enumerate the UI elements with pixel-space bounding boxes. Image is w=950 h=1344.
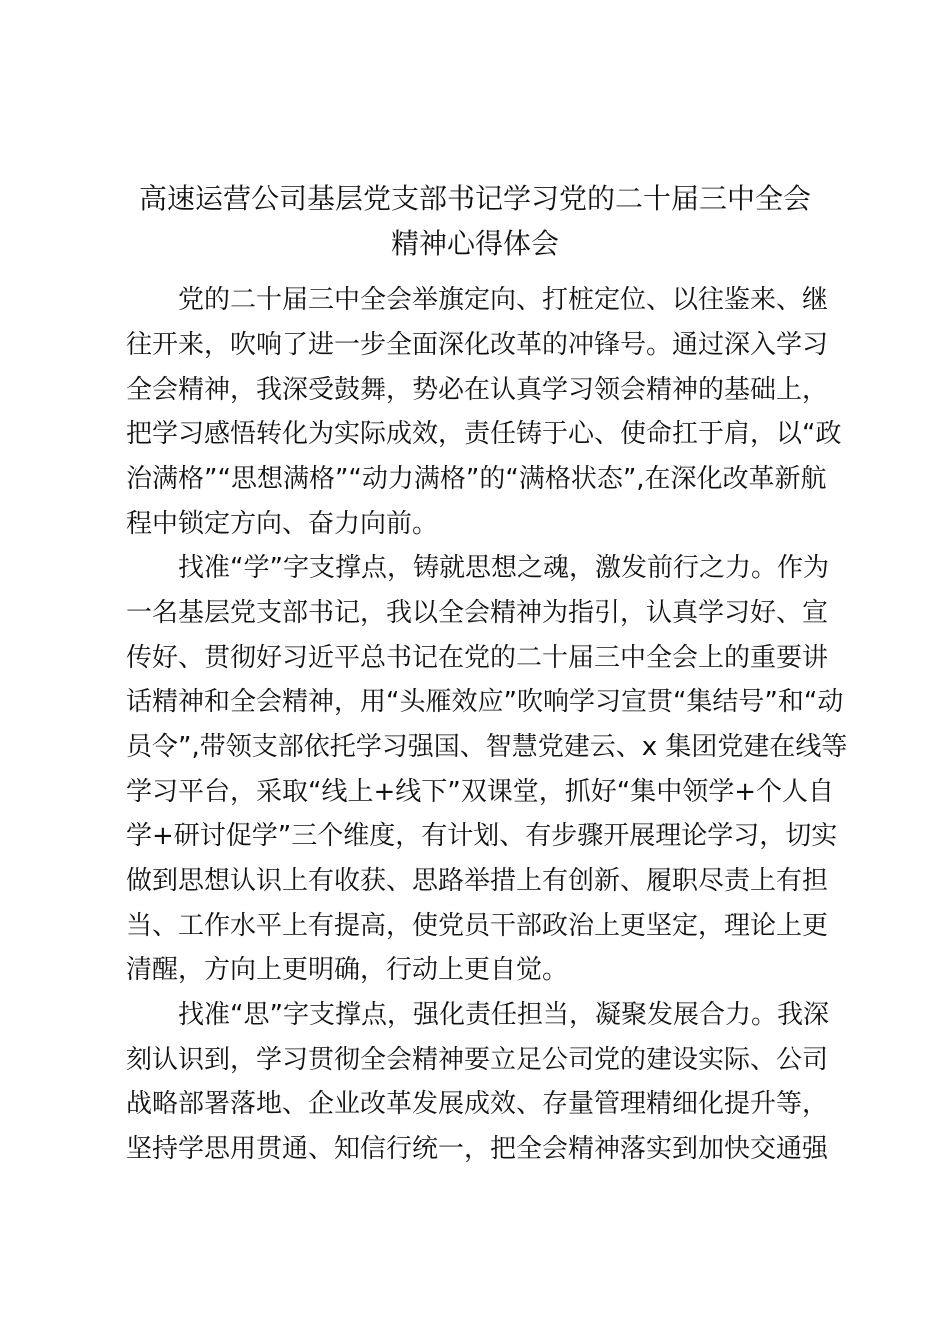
paragraph-3-line-1: 找准“思”字支撑点，强化责任担当，凝聚发展合力。我深 bbox=[178, 1000, 829, 1030]
paragraph-2-line-5: 员令”,带领支部依托学习强国、智慧党建云、x 集团党建在线等 bbox=[126, 732, 848, 762]
paragraph-3-line-3: 战略部署落地、企业改革发展成效、存量管理精细化提升等， bbox=[126, 1089, 829, 1119]
paragraph-3-line-4: 坚持学思用贯通、知信行统一，把全会精神落实到加快交通强 bbox=[126, 1134, 829, 1164]
document-title-line-1: 高速运营公司基层党支部书记学习党的二十届三中全会 bbox=[138, 182, 811, 215]
paragraph-2-line-3: 传好、贯彻好习近平总书记在党的二十届三中全会上的重要讲 bbox=[126, 643, 829, 673]
paragraph-1-line-4: 把学习感悟转化为实际成效，责任铸于心、使命扛于肩，以“政 bbox=[126, 419, 842, 449]
paragraph-2-line-9: 当、工作水平上有提高，使党员干部政治上更坚定，理论上更 bbox=[126, 911, 829, 941]
paragraph-1-line-6: 程中锁定方向、奋力向前。 bbox=[126, 509, 439, 539]
paragraph-1-line-5: 治满格”“思想满格”“动力满格”的“满格状态”,在深化改革新航 bbox=[126, 464, 827, 494]
paragraph-2-line-7: 学+研讨促学”三个维度，有计划、有步骤开展理论学习，切实 bbox=[126, 821, 838, 851]
paragraph-2-line-2: 一名基层党支部书记，我以全会精神为指引，认真学习好、宣 bbox=[126, 598, 829, 628]
paragraph-2-line-4: 话精神和全会精神，用“头雁效应”吹响学习宣贯“集结号”和“动 bbox=[126, 687, 844, 717]
paragraph-3-line-2: 刻认识到，学习贯彻全会精神要立足公司党的建设实际、公司 bbox=[126, 1045, 829, 1075]
paragraph-2-line-8: 做到思想认识上有收获、思路举措上有创新、履职尽责上有担 bbox=[126, 866, 829, 896]
paragraph-2-line-6: 学习平台，采取“线上+线下”双课堂，抓好“集中领学+个人自 bbox=[126, 777, 834, 807]
document-title-line-2: 精神心得体会 bbox=[390, 227, 559, 260]
paragraph-1-line-2: 往开来，吹响了进一步全面深化改革的冲锋号。通过深入学习 bbox=[126, 330, 829, 360]
paragraph-1-line-1: 党的二十届三中全会举旗定向、打桩定位、以往鉴来、继 bbox=[178, 285, 829, 315]
paragraph-1-line-3: 全会精神，我深受鼓舞，势必在认真学习领会精神的基础上， bbox=[126, 375, 829, 405]
paragraph-2-line-1: 找准“学”字支撑点，铸就思想之魂，激发前行之力。作为 bbox=[178, 553, 829, 583]
paragraph-2-line-10: 清醒，方向上更明确，行动上更自觉。 bbox=[126, 955, 569, 985]
